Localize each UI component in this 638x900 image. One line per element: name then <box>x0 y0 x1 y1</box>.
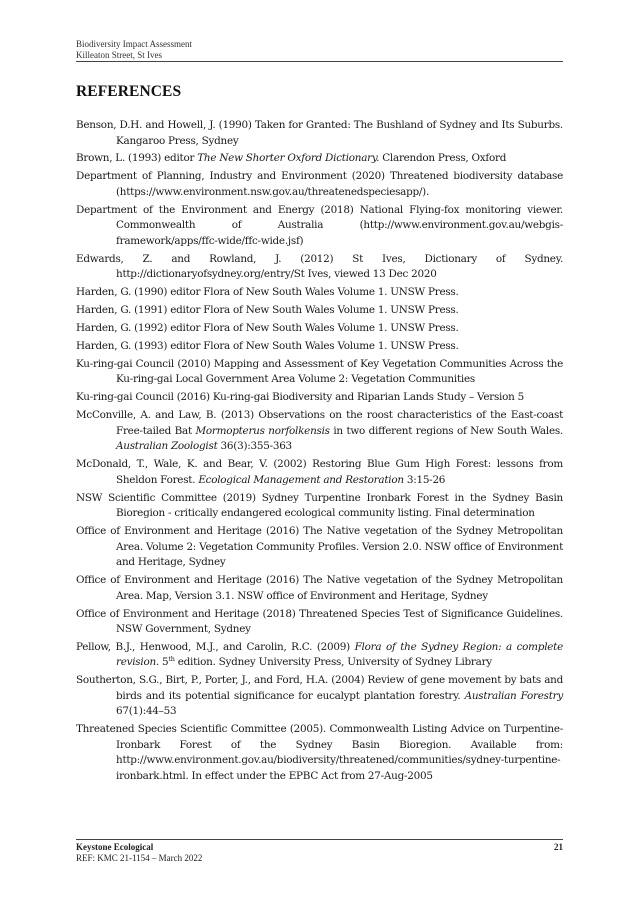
reference-title-italic: Mormopterus norfolkensis <box>195 424 330 437</box>
reference-text: Office of Environment and Heritage (2016) The Native vegetation of the Sydney Metropolitan Area. Map, Version 3.1. NSW office of Environment and Heritage, Sydney <box>76 574 563 602</box>
reference-title-italic: Flora of the Sydney Region: a complete revision. <box>116 640 563 669</box>
reference-text: Ku-ring-gai Council (2016) Ku-ring-gai Biodiversity and Riparian Lands Study – Version 5 <box>76 391 524 404</box>
page-title: REFERENCES <box>76 83 182 100</box>
reference-entry <box>76 151 563 167</box>
reference-entry <box>76 673 563 720</box>
reference-text: 67(1):44–53 <box>116 705 177 718</box>
reference-text: Department of Planning, Industry and Environment (2020) Threatened biodiversity database (https://www.environment.nsw.gov.au/threatenedspeciesapp/). <box>76 170 563 198</box>
reference-entry <box>76 524 563 571</box>
reference-text: Office of Environment and Heritage (2016) The Native vegetation of the Sydney Metropolitan Area. Volume 2: Vegetation Community Profiles. Version 2.0. NSW office of Environment and Heritage, Sydney <box>76 525 563 569</box>
reference-entry <box>76 321 563 337</box>
reference-entry <box>76 722 563 784</box>
reference-entry <box>76 640 563 671</box>
footer-reference: REF: KMC 21-1154 – March 2022 <box>76 853 203 863</box>
reference-text: McDonald, T., Wale, K. and Bear, V. (2002) Restoring Blue Gum High Forest: lessons from Sheldon Forest. <box>76 458 563 486</box>
reference-entry <box>76 303 563 319</box>
footer-rule <box>76 839 563 840</box>
reference-entry <box>76 607 563 638</box>
reference-text: Threatened Species Scientific Committee (2005). Commonwealth Listing Advice on Turpentine-Ironbark Forest of the Sydney Basin Bioregion. Available from: http://www.environment.gov.au/biodiversity/threatened/communities/sydney-turpentine-ironbark.html. In effect under the EPBC Act from 27-Aug-2005 <box>76 723 563 782</box>
page-header <box>76 39 563 61</box>
page-footer <box>76 842 563 864</box>
reference-list <box>76 118 563 787</box>
page-number: 21 <box>554 842 563 852</box>
reference-entry <box>76 169 563 200</box>
reference-text: Edwards, Z. and Rowland, J. (2012) St Ives, Dictionary of Sydney. http://dictionaryofsydney.org/entry/St Ives, viewed 13 Dec 2020 <box>76 252 563 281</box>
reference-entry <box>76 118 563 149</box>
reference-text: Harden, G. (1991) editor Flora of New South Wales Volume 1. UNSW Press. <box>76 304 459 317</box>
reference-text: Benson, D.H. and Howell, J. (1990) Taken for Granted: The Bushland of Sydney and Its Suburbs. Kangaroo Press, Sydney <box>76 119 563 147</box>
reference-superscript: th <box>168 655 175 664</box>
reference-text: NSW Scientific Committee (2019) Sydney Turpentine Ironbark Forest in the Sydney Basin Bioregion - critically endangered ecological community listing. Final determination <box>76 491 563 520</box>
reference-entry <box>76 390 563 406</box>
reference-text: in two different regions of New South Wales. <box>329 424 563 437</box>
reference-text: 36(3):355-363 <box>217 440 292 453</box>
reference-text: Southerton, S.G., Birt, P., Porter, J., and Ford, H.A. (2004) Review of gene movement by bats and birds and its potential significance for eucalypt plantation forestry. <box>76 674 563 702</box>
reference-entry <box>76 408 563 455</box>
reference-entry <box>76 573 563 604</box>
reference-entry <box>76 203 563 250</box>
reference-text: Department of the Environment and Energy (2018) National Flying-fox monitoring viewer. Commonwealth of Australia (http://www.environment.gov.au/webgis-framework/apps/ffc-wide/ffc-wide.jsf) <box>76 203 563 247</box>
reference-text: 5 <box>158 656 169 669</box>
reference-entry <box>76 357 563 388</box>
header-document-title: Biodiversity Impact Assessment <box>76 39 192 49</box>
header-rule <box>76 61 563 62</box>
reference-title-italic: The New Shorter Oxford Dictionary. <box>197 152 380 165</box>
reference-entry <box>76 285 563 301</box>
reference-entry <box>76 457 563 488</box>
reference-text: Harden, G. (1990) editor Flora of New South Wales Volume 1. UNSW Press. <box>76 286 459 299</box>
reference-entry <box>76 491 563 522</box>
reference-text: Harden, G. (1992) editor Flora of New South Wales Volume 1. UNSW Press. <box>76 322 459 335</box>
reference-text: Office of Environment and Heritage (2018) Threatened Species Test of Significance Guidelines. NSW Government, Sydney <box>76 607 563 635</box>
reference-text: 3:15-26 <box>403 473 446 486</box>
reference-text: Clarendon Press, Oxford <box>379 152 507 165</box>
reference-text: McConville, A. and Law, B. (2013) Observations on the roost characteristics of the East-coast Free-tailed Bat <box>76 409 563 437</box>
reference-title-italic: Australian Zoologist <box>116 440 218 453</box>
reference-entry <box>76 252 563 283</box>
reference-text: Ku-ring-gai Council (2010) Mapping and Assessment of Key Vegetation Communities Across the Ku-ring-gai Local Government Area Volume 2: Vegetation Communities <box>76 357 563 386</box>
reference-text: Harden, G. (1993) editor Flora of New South Wales Volume 1. UNSW Press. <box>76 340 459 352</box>
reference-text: Brown, L. (1993) editor <box>76 152 198 165</box>
reference-entry <box>76 339 563 355</box>
reference-text: Pellow, B.J., Henwood, M.J., and Carolin, R.C. (2009) <box>76 640 355 653</box>
reference-title-italic: Australian Forestry <box>464 689 564 702</box>
reference-title-italic: Ecological Management and Restoration <box>198 473 404 486</box>
header-site-address: Killeaton Street, St Ives <box>76 50 162 60</box>
reference-text: edition. Sydney University Press, University of Sydney Library <box>174 656 492 669</box>
footer-company: Keystone Ecological <box>76 842 154 852</box>
